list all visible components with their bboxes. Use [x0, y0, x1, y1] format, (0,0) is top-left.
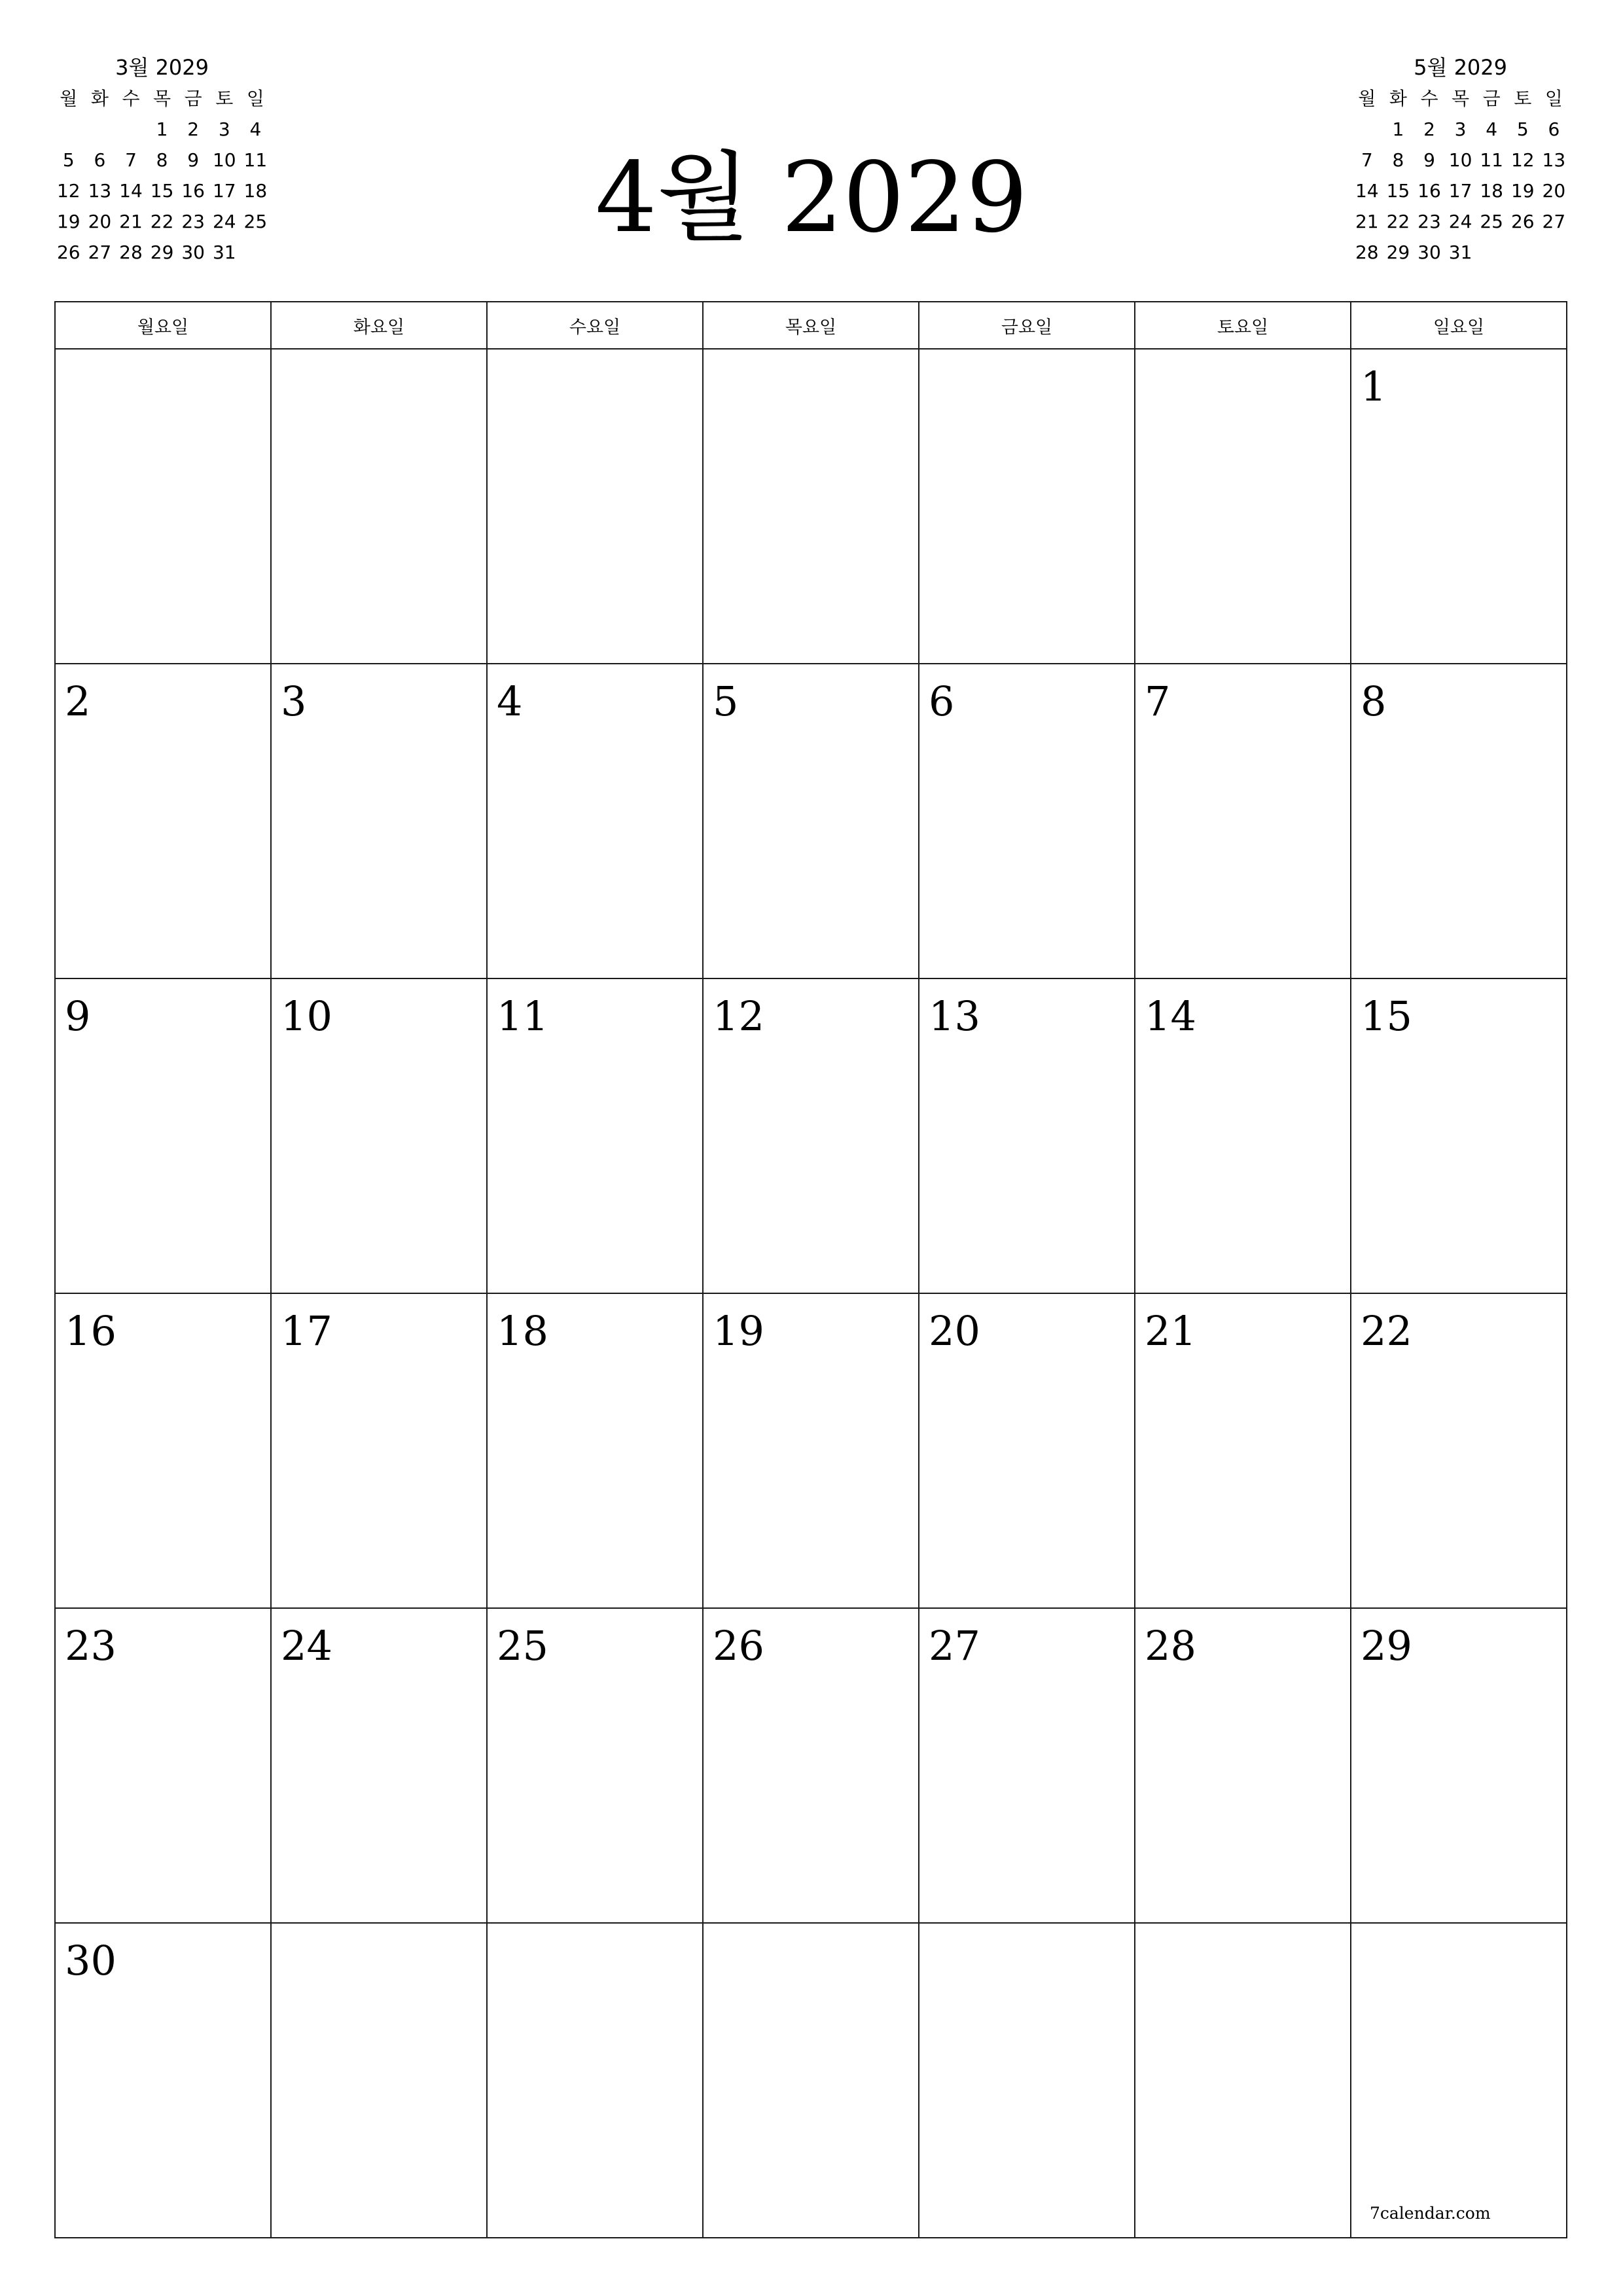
mini-day-number: 7 — [1361, 149, 1373, 171]
day-number: 7 — [1145, 677, 1171, 725]
mini-weekday-label: 월 — [60, 88, 78, 109]
mini-weekday-label: 목 — [153, 88, 171, 109]
day-cell — [56, 1924, 272, 2238]
mini-day-number: 4 — [249, 118, 262, 140]
mini-day-number: 17 — [1448, 180, 1472, 202]
mini-day-number: 22 — [150, 211, 174, 232]
mini-day-number: 14 — [119, 180, 143, 202]
day-cell — [488, 1609, 704, 1924]
day-cell — [272, 1294, 488, 1609]
mini-day-number: 11 — [243, 149, 268, 171]
day-cell — [1135, 1609, 1351, 1924]
mini-day-number: 21 — [1355, 211, 1379, 232]
day-number: 10 — [281, 992, 332, 1040]
mini-day-number: 31 — [212, 242, 236, 263]
mini-day-number: 17 — [212, 180, 236, 202]
day-number: 16 — [65, 1307, 116, 1355]
day-number: 11 — [497, 992, 548, 1040]
day-cell — [56, 1294, 272, 1609]
day-cell — [1351, 979, 1567, 1294]
day-number: 12 — [713, 992, 764, 1040]
mini-weekday-label: 화 — [90, 88, 109, 109]
day-cell — [488, 1294, 704, 1609]
mini-day-number: 8 — [156, 149, 168, 171]
empty-day-cell — [1135, 350, 1351, 664]
day-number: 1 — [1361, 363, 1387, 410]
day-cell — [1351, 664, 1567, 979]
day-cell — [272, 979, 488, 1294]
day-number: 26 — [713, 1622, 764, 1670]
empty-day-cell — [488, 350, 704, 664]
mini-day-number: 28 — [1355, 242, 1379, 263]
day-number: 2 — [65, 677, 91, 725]
day-cell — [919, 1294, 1135, 1609]
day-cell — [1135, 664, 1351, 979]
mini-weekday-label: 월 — [1358, 88, 1376, 109]
mini-day-number: 15 — [150, 180, 174, 202]
mini-day-number: 1 — [1392, 118, 1404, 140]
mini-weekday-label: 수 — [122, 88, 140, 109]
day-cell — [1351, 1609, 1567, 1924]
month-grid — [54, 301, 1567, 2238]
mini-calendar-title: 3월 2029 — [115, 55, 209, 80]
day-number: 8 — [1361, 677, 1387, 725]
mini-day-number: 24 — [1448, 211, 1472, 232]
mini-day-number: 21 — [119, 211, 143, 232]
day-number: 13 — [929, 992, 980, 1040]
day-cell — [919, 664, 1135, 979]
empty-day-cell — [272, 1924, 488, 2238]
day-number: 19 — [713, 1307, 764, 1355]
day-cell — [56, 979, 272, 1294]
day-number: 30 — [65, 1937, 116, 1984]
mini-day-number: 18 — [1480, 180, 1503, 202]
mini-day-number: 3 — [218, 118, 230, 140]
mini-day-number: 26 — [56, 242, 80, 263]
day-number: 20 — [929, 1307, 980, 1355]
mini-day-number: 16 — [181, 180, 205, 202]
weekday-header: 토요일 — [1135, 302, 1351, 350]
mini-day-number: 2 — [1423, 118, 1435, 140]
day-number: 6 — [929, 677, 955, 725]
day-number: 28 — [1145, 1622, 1196, 1670]
mini-weekday-label: 토 — [1514, 88, 1532, 109]
mini-day-number: 26 — [1510, 211, 1535, 232]
mini-weekday-label: 금 — [1482, 88, 1501, 109]
day-number: 21 — [1145, 1307, 1196, 1355]
mini-day-number: 19 — [56, 211, 80, 232]
day-number: 18 — [497, 1307, 548, 1355]
mini-day-number: 5 — [62, 149, 75, 171]
mini-day-number: 10 — [212, 149, 236, 171]
mini-day-number: 13 — [1542, 149, 1566, 171]
day-cell — [1351, 350, 1567, 664]
day-number: 9 — [65, 992, 91, 1040]
mini-day-number: 31 — [1448, 242, 1472, 263]
day-cell — [1135, 1294, 1351, 1609]
mini-day-number: 23 — [1418, 211, 1441, 232]
mini-day-number: 8 — [1392, 149, 1404, 171]
mini-day-number: 16 — [1418, 180, 1441, 202]
mini-day-number: 7 — [125, 149, 137, 171]
mini-day-number: 15 — [1386, 180, 1410, 202]
mini-empty-day — [1351, 114, 1383, 145]
mini-weekday-label: 화 — [1389, 88, 1407, 109]
day-number: 27 — [929, 1622, 980, 1670]
empty-day-cell — [488, 1924, 704, 2238]
mini-day-number: 14 — [1355, 180, 1379, 202]
day-cell — [56, 664, 272, 979]
mini-calendar-title: 5월 2029 — [1414, 55, 1508, 80]
mini-day-number: 22 — [1386, 211, 1410, 232]
mini-empty-day — [1476, 237, 1507, 268]
day-cell — [272, 664, 488, 979]
mini-day-number: 25 — [243, 211, 268, 232]
day-number: 4 — [497, 677, 523, 725]
mini-day-number: 13 — [88, 180, 112, 202]
mini-day-number: 5 — [1516, 118, 1529, 140]
empty-day-cell — [704, 350, 919, 664]
mini-day-number: 6 — [94, 149, 106, 171]
mini-day-number: 30 — [1418, 242, 1441, 263]
day-number: 25 — [497, 1622, 548, 1670]
mini-empty-day — [1507, 237, 1539, 268]
mini-weekday-label: 목 — [1452, 88, 1470, 109]
day-cell — [488, 979, 704, 1294]
mini-empty-day — [1539, 237, 1570, 268]
mini-day-number: 28 — [119, 242, 143, 263]
weekday-header: 금요일 — [919, 302, 1135, 350]
mini-day-number: 9 — [187, 149, 200, 171]
mini-day-number: 11 — [1480, 149, 1503, 171]
day-number: 22 — [1361, 1307, 1412, 1355]
empty-day-cell — [1135, 1924, 1351, 2238]
mini-day-number: 18 — [243, 180, 268, 202]
mini-weekday-label: 일 — [246, 88, 264, 109]
empty-day-cell — [272, 350, 488, 664]
day-number: 24 — [281, 1622, 332, 1670]
mini-day-number: 25 — [1480, 211, 1503, 232]
empty-day-cell — [56, 350, 272, 664]
mini-empty-day — [115, 114, 147, 145]
mini-day-number: 24 — [212, 211, 236, 232]
day-cell — [488, 664, 704, 979]
weekday-header: 일요일 — [1351, 302, 1567, 350]
mini-weekday-label: 일 — [1544, 88, 1563, 109]
mini-day-number: 19 — [1510, 180, 1535, 202]
day-number: 15 — [1361, 992, 1412, 1040]
month-title: 4월 2029 — [595, 141, 1028, 254]
mini-day-number: 27 — [1542, 211, 1566, 232]
day-cell — [704, 979, 919, 1294]
empty-day-cell — [704, 1924, 919, 2238]
day-cell — [272, 1609, 488, 1924]
mini-empty-day — [53, 114, 84, 145]
day-cell — [704, 1294, 919, 1609]
day-number: 3 — [281, 677, 307, 725]
day-number: 17 — [281, 1307, 332, 1355]
mini-day-number: 1 — [156, 118, 168, 140]
mini-day-number: 9 — [1423, 149, 1435, 171]
mini-day-number: 12 — [56, 180, 80, 202]
mini-day-number: 30 — [181, 242, 205, 263]
mini-empty-day — [84, 114, 116, 145]
mini-day-number: 2 — [187, 118, 200, 140]
weekday-header: 월요일 — [56, 302, 272, 350]
mini-day-number: 6 — [1548, 118, 1560, 140]
day-cell — [919, 979, 1135, 1294]
weekday-header: 수요일 — [488, 302, 704, 350]
mini-weekday-label: 토 — [215, 88, 234, 109]
day-cell — [1351, 1294, 1567, 1609]
day-number: 14 — [1145, 992, 1196, 1040]
day-cell — [1135, 979, 1351, 1294]
mini-day-number: 29 — [1386, 242, 1410, 263]
mini-day-number: 27 — [88, 242, 112, 263]
day-cell — [704, 664, 919, 979]
day-number: 29 — [1361, 1622, 1412, 1670]
mini-day-number: 3 — [1454, 118, 1467, 140]
empty-day-cell — [919, 1924, 1135, 2238]
day-cell — [704, 1609, 919, 1924]
day-cell — [919, 1609, 1135, 1924]
empty-day-cell — [919, 350, 1135, 664]
mini-day-number: 10 — [1448, 149, 1472, 171]
mini-day-number: 20 — [1542, 180, 1566, 202]
mini-calendar-next-month — [1351, 52, 1569, 268]
day-cell — [56, 1609, 272, 1924]
day-number: 23 — [65, 1622, 116, 1670]
mini-weekday-label: 수 — [1420, 88, 1438, 109]
mini-weekday-label: 금 — [184, 88, 202, 109]
mini-day-number: 12 — [1510, 149, 1535, 171]
mini-day-number: 23 — [181, 211, 205, 232]
mini-day-number: 4 — [1486, 118, 1498, 140]
site-credit: 7calendar.com — [1370, 2204, 1491, 2223]
empty-day-cell — [1351, 1924, 1567, 2238]
mini-day-number: 20 — [88, 211, 112, 232]
day-number: 5 — [713, 677, 739, 725]
mini-day-number: 29 — [150, 242, 174, 263]
weekday-header: 화요일 — [272, 302, 488, 350]
weekday-header: 목요일 — [704, 302, 919, 350]
